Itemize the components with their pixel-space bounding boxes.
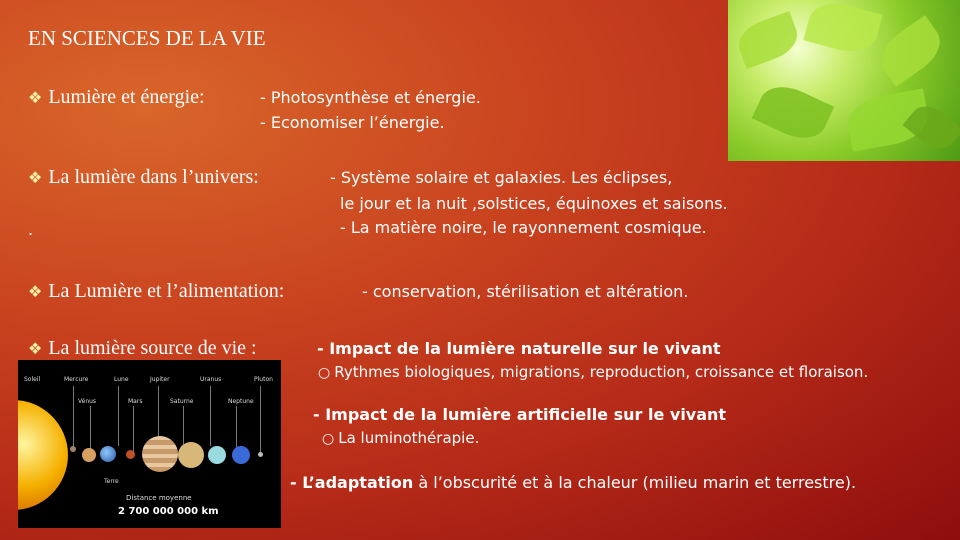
section-line: - Photosynthèse et énergie. — [260, 88, 481, 107]
distance-value: 2 700 000 000 km — [118, 506, 219, 517]
saturn-shape — [178, 442, 204, 468]
planet-label: Mars — [128, 398, 143, 405]
distance-label: Distance moyenne — [126, 494, 192, 502]
leaves-image — [728, 0, 960, 161]
circle-bullet-icon: ○ — [318, 365, 331, 381]
sub-item — [318, 363, 868, 381]
sub-item-text: La luminothérapie. — [338, 429, 480, 447]
planet-label: Saturne — [170, 398, 194, 405]
stray-dot: . — [28, 220, 34, 239]
diamond-bullet-icon: ❖ — [28, 282, 43, 301]
section-line: - La matière noire, le rayonnement cosmique. — [340, 218, 707, 237]
section-line: le jour et la nuit ,solstices, équinoxes et saisons. — [340, 194, 728, 213]
planet-label: Soleil — [24, 376, 41, 383]
section-light-energy — [28, 86, 205, 109]
page-title: EN SCIENCES DE LA VIE — [28, 26, 266, 50]
planet-label: Uranus — [200, 376, 222, 383]
diamond-bullet-icon: ❖ — [28, 88, 43, 107]
planet-label: Neptune — [228, 398, 254, 405]
diamond-bullet-icon: ❖ — [28, 339, 43, 358]
uranus-shape — [208, 446, 226, 464]
planet-label: Pluton — [254, 376, 273, 383]
planet-label: Mercure — [64, 376, 89, 383]
section-line: - Système solaire et galaxies. Les éclipses, — [330, 168, 673, 187]
section-line: - Economiser l’énergie. — [260, 113, 445, 132]
diamond-bullet-icon: ❖ — [28, 168, 43, 187]
adaptation-label: - L’adaptation — [290, 473, 414, 492]
section-heading: La Lumière et l’alimentation: — [48, 280, 285, 302]
neptune-shape — [232, 446, 250, 464]
adaptation-text: à l’obscurité et à la chaleur (milieu marin et terrestre). — [413, 473, 857, 492]
section-light-universe — [28, 166, 259, 189]
venus-shape — [82, 448, 96, 462]
section-heading: La lumière dans l’univers: — [48, 166, 259, 188]
mars-shape — [126, 450, 135, 459]
sub-item — [322, 429, 479, 447]
section-line: - Impact de la lumière artificielle sur le vivant — [313, 405, 727, 424]
planet-label: Vénus — [78, 398, 97, 405]
pluto-shape — [258, 452, 263, 457]
sun-shape — [18, 400, 68, 510]
section-heading: La lumière source de vie : — [48, 337, 257, 359]
jupiter-shape — [142, 436, 178, 472]
circle-bullet-icon: ○ — [322, 431, 335, 447]
sub-item-text: Rythmes biologiques, migrations, reproduction, croissance et floraison. — [334, 363, 869, 381]
section-line — [290, 473, 856, 492]
section-line: - conservation, stérilisation et altération. — [362, 282, 689, 301]
section-light-food — [28, 280, 284, 303]
earth-label: Terre — [104, 478, 119, 485]
solar-system-image — [18, 360, 281, 528]
section-heading: Lumière et énergie: — [48, 86, 205, 108]
section-line: - Impact de la lumière naturelle sur le vivant — [317, 339, 721, 358]
section-light-life — [28, 337, 257, 360]
mercury-shape — [70, 446, 76, 452]
earth-shape — [100, 446, 116, 462]
planet-label: Lune — [114, 376, 129, 383]
planet-label: Jupiter — [150, 376, 170, 383]
